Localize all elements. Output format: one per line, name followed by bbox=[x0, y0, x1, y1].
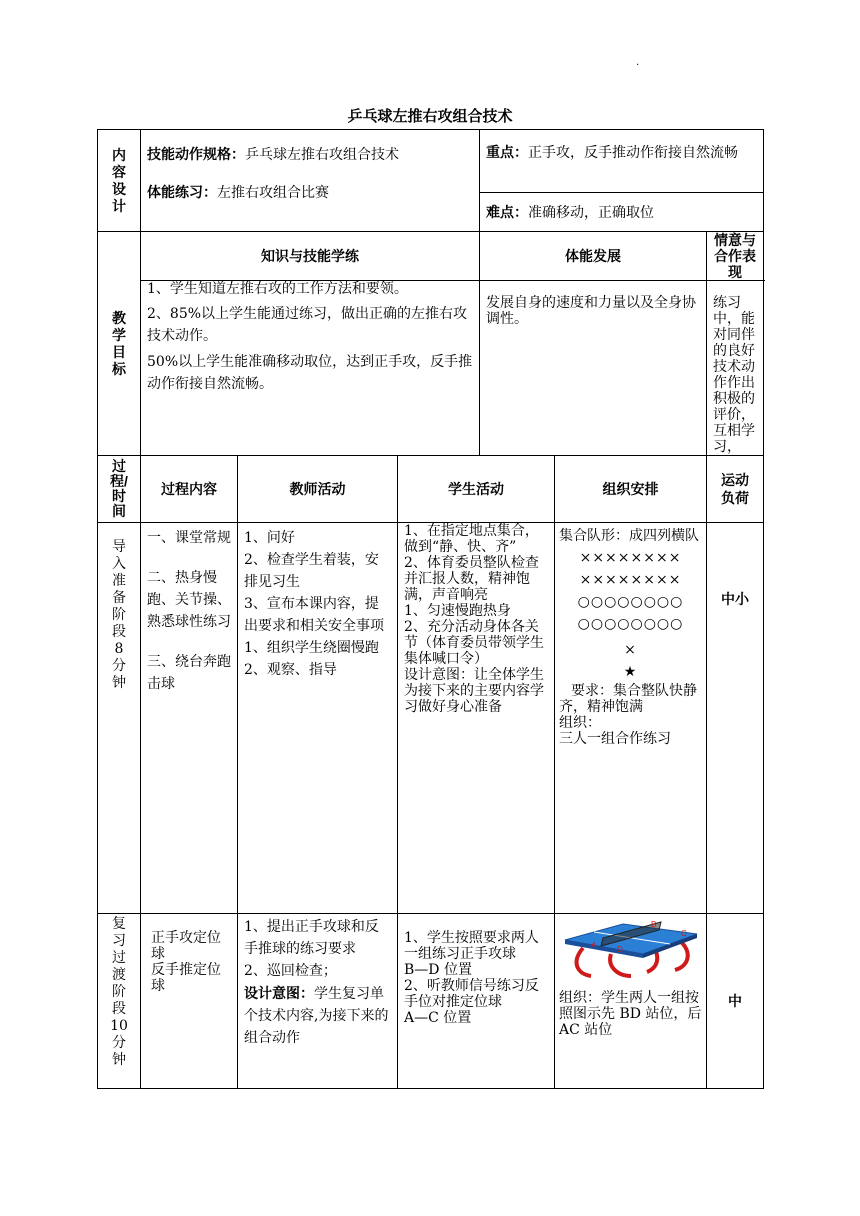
header-stage: 过 程/ 时 间 bbox=[98, 456, 141, 523]
formation-row-3: ○○○○○○○○ bbox=[577, 594, 684, 610]
stage1-content: 一、课堂常规 二、热身慢跑、关节操、熟悉球性练习 三、绕台奔跑击球 bbox=[141, 523, 238, 914]
key-label: 重点： bbox=[486, 144, 529, 160]
goals-content-row bbox=[98, 281, 764, 456]
goals-header-row bbox=[98, 232, 764, 281]
stage1-student: 1、在指定地点集合，做到“静、快、齐” 2、体育委员整队检查并汇报人数，精神饱满，声音响亮 1、匀速慢跑热身 2、充分活动身体各关节（体育委员带领学生集体喊口令） 设计意图：让全体学生为接下来的主要内容学习做好身心准备 bbox=[398, 523, 555, 914]
difficulty-cell bbox=[480, 193, 764, 232]
stage2-teacher: 1、提出正手攻球和反手推球的练习要求 2、巡回检查； 设计意图：学生复习单个技术内容,为接下来的组合动作 bbox=[238, 914, 398, 1089]
stage2-label: 复 习 过 渡 阶 段 10 分 钟 bbox=[98, 914, 141, 1089]
stage1-load: 中小 bbox=[707, 523, 764, 914]
header-teacher: 教师活动 bbox=[238, 456, 398, 523]
key-point-cell bbox=[480, 130, 764, 193]
goals-knowledge-cell: 1、学生知道左推右攻的工作方法和要领。 2、85%以上学生能通过练习，做出正确的左推右攻技术动作。 50%以上学生能准确移动取位，达到正手攻，反手推动作衔接自然流畅。 bbox=[141, 281, 480, 456]
skill-value: 乒乓球左推右攻组合技术 bbox=[245, 147, 399, 163]
stage2-org-text: 组织：学生两人一组按照图示先 BD 站位，后 AC 站位 bbox=[559, 990, 702, 1038]
design-skill-cell bbox=[141, 130, 480, 232]
difficulty-label: 难点： bbox=[486, 203, 529, 220]
stage1-organization: 集合队形：成四列横队 ×××××××× ×××××××× ○○○○○○○○ ○○○○○○○○ × ★ 要求：集合整队快静齐，精神饱满 组织： 三人一组合作练习 bbox=[555, 523, 707, 914]
table-label-a: A bbox=[590, 941, 596, 950]
process-header-row bbox=[98, 456, 764, 523]
table-label-b: B bbox=[650, 920, 656, 929]
formation-title: 集合队形：成四列横队 bbox=[559, 528, 700, 544]
formation-diagram bbox=[559, 547, 702, 683]
table-label-c: C bbox=[680, 929, 687, 938]
design-row bbox=[98, 130, 764, 193]
page-title: 乒乓球左推右攻组合技术 bbox=[347, 108, 513, 125]
design-row-label: 内 容 设 计 bbox=[98, 130, 141, 232]
formation-row-4: ○○○○○○○○ bbox=[577, 616, 684, 632]
goals-fitness-cell: 发展自身的速度和力量以及全身协调性。 bbox=[480, 281, 707, 456]
stage1-teacher: 1、问好 2、检查学生着装，安排见习生 3、宣布本课内容，提出要求和相关安全事项 1、组织学生绕圈慢跑 2、观察、指导 bbox=[238, 523, 398, 914]
formation-teacher-mark: × bbox=[624, 642, 637, 658]
goals-header-affective: 情意与合作表现 bbox=[707, 232, 764, 281]
goals-header-fitness: 体能发展 bbox=[480, 232, 707, 281]
skill-label: 技能动作规格： bbox=[147, 146, 245, 162]
ping-pong-table-image bbox=[561, 918, 701, 980]
formation-row-2: ×××××××× bbox=[579, 572, 682, 588]
fitness-value: 左推右攻组合比赛 bbox=[217, 185, 329, 201]
intent-label: 设计意图： bbox=[244, 985, 314, 1001]
goals-header-knowledge: 知识与技能学练 bbox=[141, 232, 480, 281]
stage1-row bbox=[98, 523, 764, 914]
goals-affective-cell: 练习中，能对同伴的良好技术动作作出积极的评价，互相学习， bbox=[707, 281, 764, 456]
formation-row-1: ×××××××× bbox=[579, 550, 682, 566]
header-organization: 组织安排 bbox=[555, 456, 707, 523]
page-dot: . bbox=[636, 57, 640, 68]
header-student: 学生活动 bbox=[398, 456, 555, 523]
fitness-label: 体能练习： bbox=[147, 184, 217, 200]
stage2-load: 中 bbox=[707, 914, 764, 1089]
goals-row-label: 教 学 目 标 bbox=[98, 232, 141, 456]
lesson-plan-table bbox=[97, 129, 764, 1089]
stage1-label: 导 入 准 备 阶 段 8 分 钟 bbox=[98, 523, 141, 914]
teacher-star-icon: ★ bbox=[623, 664, 638, 680]
stage2-organization bbox=[555, 914, 707, 1089]
header-content: 过程内容 bbox=[141, 456, 238, 523]
difficulty-value: 准确移动，正确取位 bbox=[528, 204, 655, 221]
stage2-student: 1、学生按照要求两人一组练习正手攻球 B—D 位置 2、听教师信号练习反手位对推定位球 A—C 位置 bbox=[398, 914, 555, 1089]
key-value: 正手攻，反手推动作衔接自然流畅 bbox=[528, 145, 739, 161]
table-label-d: D bbox=[616, 945, 623, 954]
stage2-content: 正手攻定位球 反手推定位球 bbox=[141, 914, 238, 1089]
header-load: 运动 负荷 bbox=[707, 456, 764, 523]
stage2-row bbox=[98, 914, 764, 1089]
